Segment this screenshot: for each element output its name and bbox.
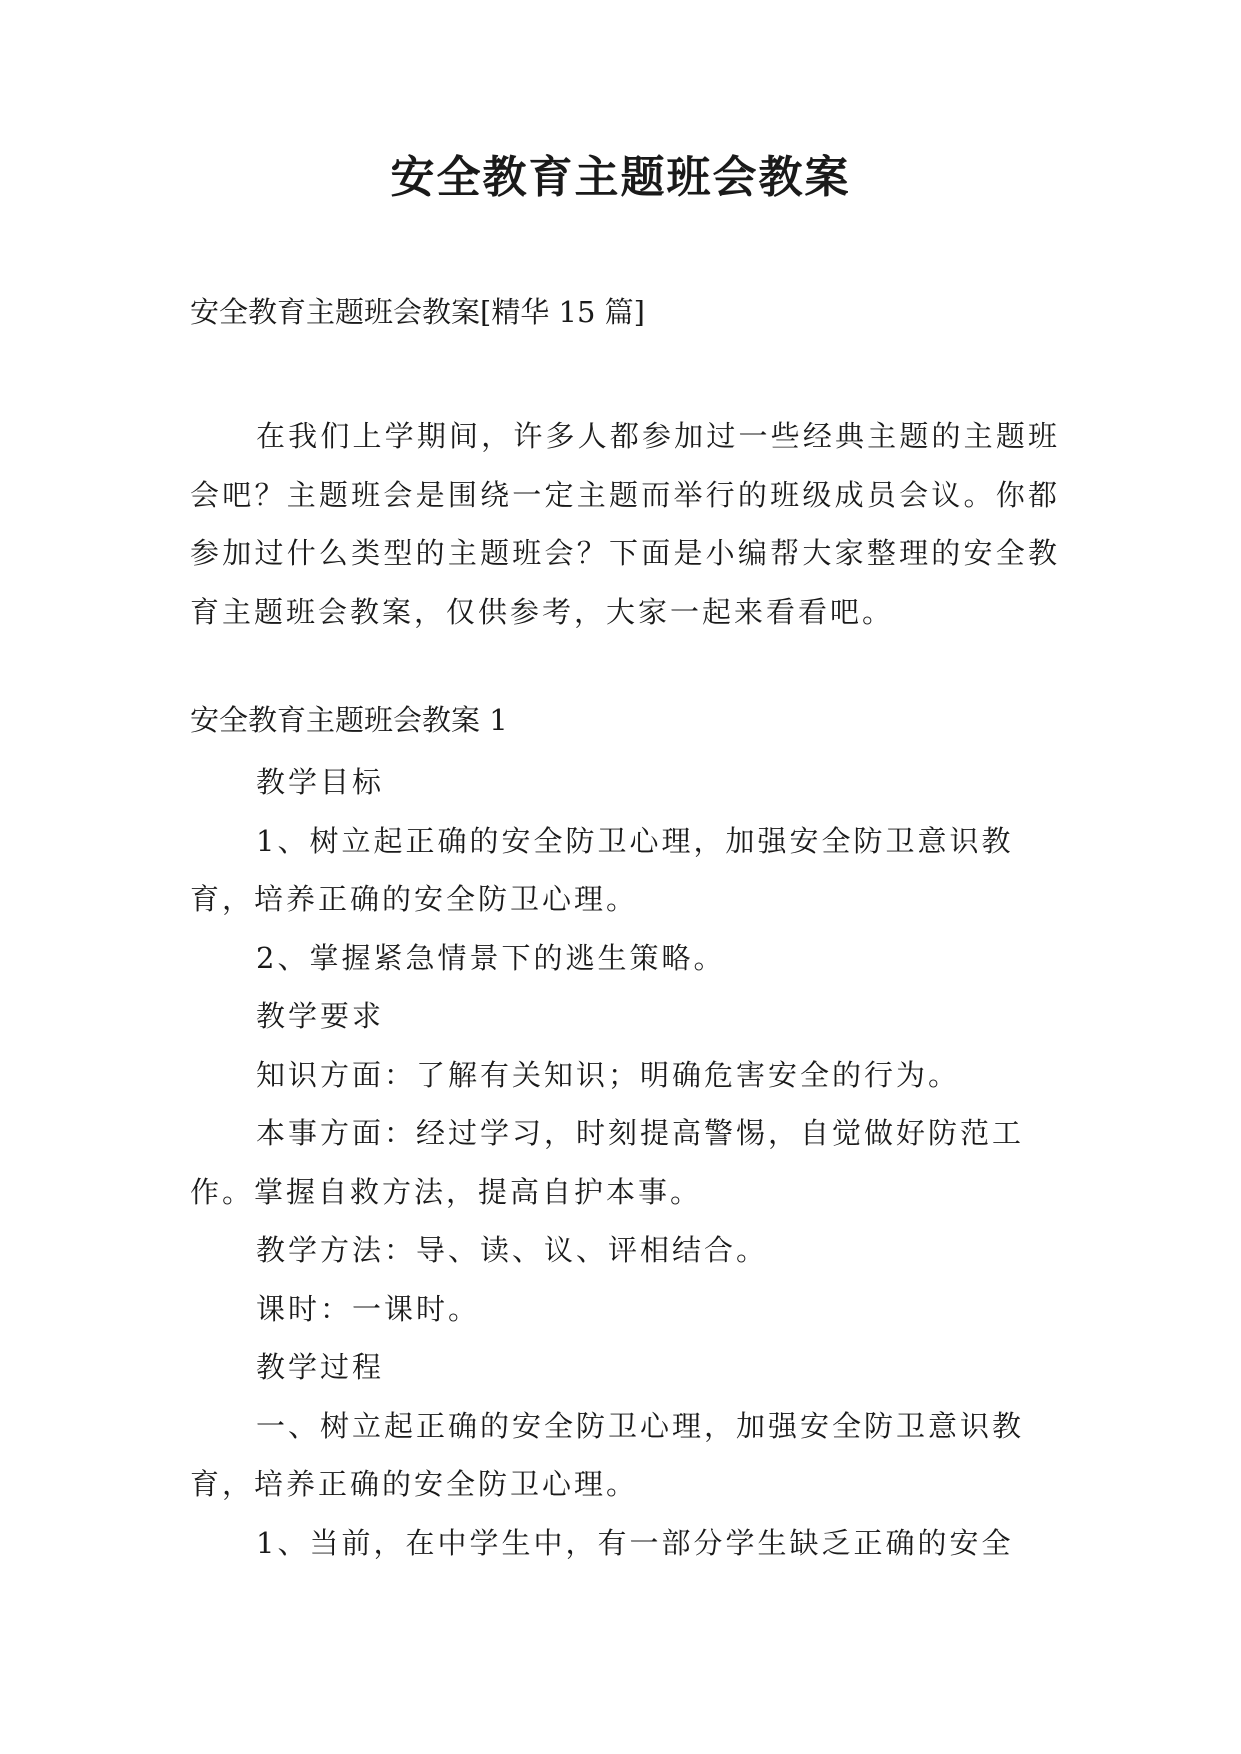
paragraph: 教学目标 <box>256 765 385 799</box>
intro-paragraph: 在我们上学期间，许多人都参加过一些经典主题的主题班会吧？主题班会是围绕一定主题而举行的班级成员会议。你都参加过什么类型的主题班会？下面是小编帮大家整理的安全教育主题班会教案，仅供参考，大家一起来看看吧。 <box>190 419 1060 629</box>
paragraph: 本事方面：经过学习，时刻提高警惕，自觉做好防范工作。掌握自救方法，提高自护本事。 <box>190 1116 1025 1209</box>
paragraph: 教学方法：导、读、议、评相结合。 <box>256 1233 769 1267</box>
paragraph: 课时：一课时。 <box>256 1291 481 1326</box>
paragraph: 1、当前，在中学生中，有一部分学生缺乏正确的安全 <box>256 1525 1014 1560</box>
section-heading: 安全教育主题班会教案 1 <box>190 703 508 737</box>
intro-section <box>190 407 1060 641</box>
paragraph: 2、掌握紧急情景下的逃生策略。 <box>256 940 726 975</box>
section-content <box>190 753 1060 1572</box>
document-title: 安全教育主题班会教案 <box>390 152 851 203</box>
paragraph: 教学要求 <box>256 999 385 1033</box>
paragraph: 教学过程 <box>256 1350 385 1384</box>
paragraph: 1、树立起正确的安全防卫心理，加强安全防卫意识教育，培养正确的安全防卫心理。 <box>190 823 1014 916</box>
paragraph: 一、树立起正确的安全防卫心理，加强安全防卫意识教育，培养正确的安全防卫心理。 <box>190 1408 1025 1501</box>
paragraph: 知识方面：了解有关知识；明确危害安全的行为。 <box>256 1057 961 1092</box>
document-subtitle: 安全教育主题班会教案[精华 15 篇] <box>190 295 645 329</box>
